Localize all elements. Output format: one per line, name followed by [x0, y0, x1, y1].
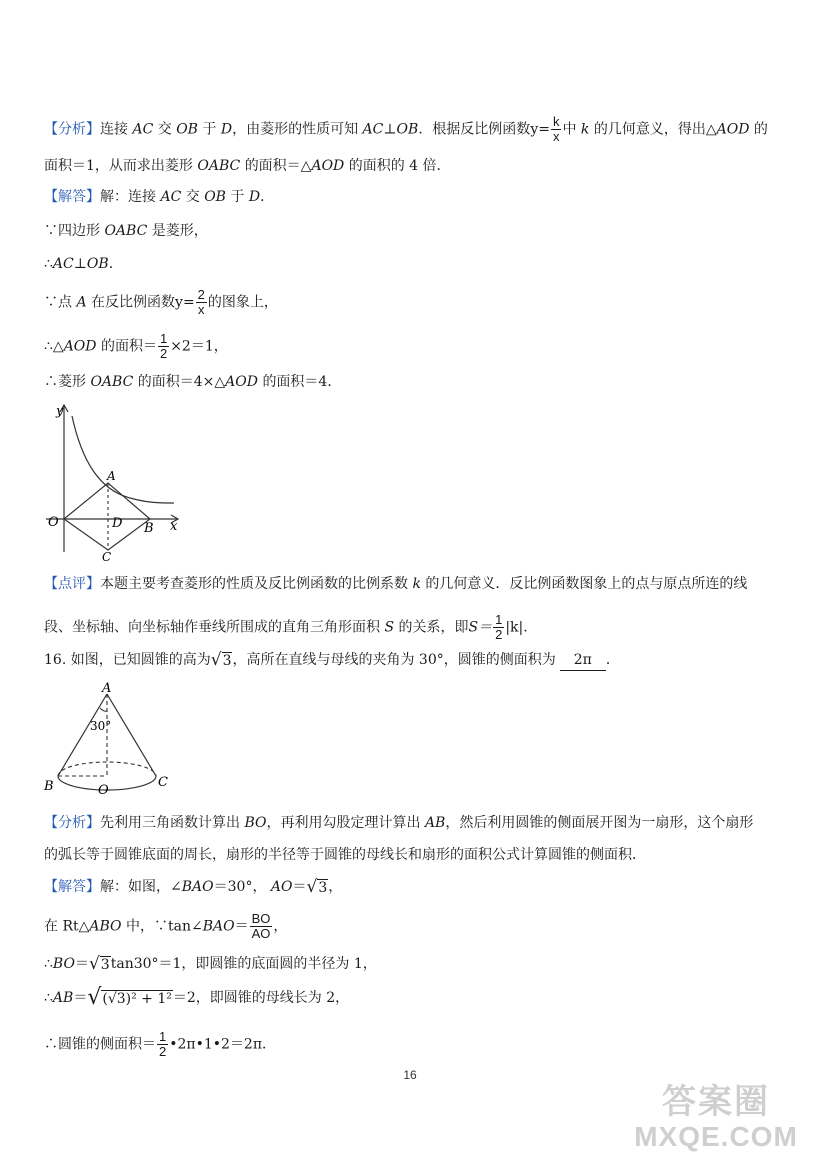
label-b: B	[144, 521, 154, 536]
angle-arc	[100, 708, 107, 711]
text: 的面积＝△	[244, 158, 312, 174]
seg-ao: AO	[270, 879, 293, 895]
denominator: x	[552, 129, 560, 144]
q15-analysis-line1	[44, 115, 768, 144]
q15-answer-line6	[44, 372, 341, 392]
angle-bao: BAO	[181, 879, 214, 895]
watermark-logo	[626, 1082, 806, 1154]
point-d: D	[220, 121, 233, 138]
text: 交	[157, 121, 172, 138]
sqrt-3: √ 3	[88, 954, 110, 974]
page-number: 16	[403, 1068, 417, 1082]
text: ∵四边形	[44, 223, 100, 239]
text: ＝	[292, 879, 307, 895]
perp-relation: AC⊥OB	[52, 256, 109, 272]
tri-aod: AOD	[63, 338, 97, 355]
k-var: k	[412, 576, 421, 592]
denominator: 2	[495, 627, 503, 642]
q16-stem	[44, 650, 620, 671]
seg-ob: OB	[204, 189, 226, 205]
text: ∴	[44, 990, 53, 1006]
text: 连接	[100, 121, 128, 138]
sqrt-3: √ 3	[306, 877, 328, 897]
tri-aod: AOD	[716, 121, 750, 138]
seg-ac: AC	[132, 121, 154, 138]
y-eq: y=	[175, 294, 195, 311]
rhombus-oabc: OABC	[104, 223, 148, 239]
q15-answer-line3	[44, 254, 123, 274]
seg-ac: AC	[160, 189, 182, 205]
text: ，	[328, 879, 343, 895]
answer-tag: 【解答】	[44, 189, 100, 205]
q16-analysis-line2	[44, 845, 646, 865]
tri-abo: ABO	[89, 918, 122, 935]
text: 解：连接	[100, 189, 156, 205]
text: 在反比例函数	[91, 294, 176, 311]
text: 的弧长等于圆锥底面的周长，扇形的半径等于圆锥的母线长和扇形的面积公式计算圆锥的侧面积．	[44, 847, 646, 863]
text: ∴圆锥的侧面积＝	[44, 1036, 156, 1053]
q16-answer-line3	[44, 954, 377, 974]
watermark-en: MXQE.COM	[634, 1121, 798, 1152]
q16-answer-line2	[44, 912, 287, 941]
text: 在 Rt△	[44, 918, 90, 935]
text: ∴	[44, 956, 53, 972]
text: 的	[753, 121, 768, 138]
s-eq: S＝	[468, 619, 493, 636]
denominator: AO	[251, 926, 271, 941]
label-b: B	[44, 779, 54, 794]
radicand: 3	[318, 880, 328, 896]
q16-answer-line1	[44, 877, 342, 897]
q15-analysis-line2	[44, 156, 451, 176]
label-o: O	[98, 783, 109, 798]
seg-bo: BO	[52, 956, 75, 972]
text: 交	[185, 189, 200, 205]
text: ，然后利用圆锥的侧面展开图为一扇形，这个扇形	[445, 815, 754, 831]
text: 的面积＝4×△	[137, 374, 226, 390]
text: tan30°＝1，即圆锥的底面圆的半径为 1，	[110, 956, 377, 972]
text: ，高所在直线与母线的夹角为 30°，圆锥的侧面积为	[232, 652, 556, 668]
text: 的面积＝4．	[262, 374, 342, 390]
q15-answer-line2	[44, 221, 208, 241]
text: ．	[605, 652, 620, 668]
text: 的关系，即	[398, 619, 469, 636]
tri-aod: AOD	[225, 374, 258, 390]
text: 的面积的 4 倍．	[348, 158, 451, 174]
seg-ob: OB	[176, 121, 198, 138]
comment-tag: 【点评】	[44, 576, 100, 592]
radicand: 3	[222, 653, 232, 669]
s-var: S	[384, 619, 395, 636]
text: 是菱形，	[151, 223, 208, 239]
text: ＝30°，	[213, 879, 267, 895]
fraction-bo-over-ao	[250, 912, 273, 941]
denominator: 2	[159, 1044, 167, 1059]
text: 16. 如图，已知圆锥的高为	[44, 652, 211, 668]
radicand: (√3)² + 1²	[102, 991, 172, 1007]
text: 本题主要考查菱形的性质及反比例函数的比例系数	[100, 576, 408, 592]
seg-bo: BO	[244, 815, 267, 831]
text: 的几何意义．反比例函数图象上的点与原点所连的线	[425, 576, 748, 592]
cone-figure	[40, 680, 180, 800]
label-a: A	[107, 469, 116, 483]
answer-tag: 【解答】	[44, 879, 100, 895]
label-c: C	[158, 775, 168, 790]
rhombus-oabc: OABC	[90, 374, 134, 390]
text: ∴菱形	[44, 374, 86, 390]
fraction-1-over-2	[158, 332, 169, 361]
answer-blank: 2π	[560, 650, 606, 671]
text: ∴	[44, 256, 53, 272]
numerator: BO	[251, 911, 271, 926]
hyperbola-curve	[72, 416, 174, 503]
text: ，	[273, 918, 288, 935]
q15-answer-line4	[44, 288, 278, 317]
label-c: C	[102, 550, 112, 564]
text: 中	[562, 121, 577, 138]
fraction-2-over-x	[196, 288, 207, 317]
text: 面积＝1，从而求出菱形	[44, 158, 193, 174]
text: 于	[202, 121, 217, 138]
numerator: 2	[197, 287, 205, 302]
angle-bao: BAO	[202, 918, 235, 935]
text: ＝2，即圆锥的母线长为 2，	[172, 990, 350, 1006]
text: 的几何意义，得出△	[593, 121, 717, 138]
k-var: k	[580, 121, 590, 138]
seg-ab: AB	[52, 990, 74, 1006]
numerator: k	[552, 114, 560, 129]
numerator: 1	[159, 331, 168, 346]
seg-ab: AB	[424, 815, 446, 831]
label-d: D	[112, 516, 123, 531]
q16-answer-line4	[44, 985, 350, 1010]
point-a: A	[76, 294, 87, 311]
q15-comment-line2	[44, 613, 528, 642]
text: ∴△	[44, 338, 64, 355]
text: 的图象上，	[207, 294, 278, 311]
text: •2π•1•2＝2π．	[169, 1036, 277, 1053]
text: ，由菱形的性质可知	[232, 121, 359, 138]
numerator: 1	[159, 1029, 167, 1044]
q16-answer-line5	[44, 1030, 276, 1059]
y-eq: y=	[530, 121, 550, 138]
text: 段、坐标轴、向坐标轴作垂线所围成的直角三角形面积	[44, 619, 380, 636]
text: 解：如图，∠	[100, 879, 182, 895]
analysis-tag: 【分析】	[44, 815, 100, 831]
text: 于	[230, 189, 245, 205]
text: ．根据反比例函数	[418, 121, 531, 138]
fraction-1-over-2	[157, 1030, 168, 1059]
sqrt-expression: √ (√3)² + 1²	[87, 985, 172, 1010]
q15-answer-line1	[44, 187, 274, 207]
point-d: D	[248, 189, 261, 205]
q15-comment-line1	[44, 574, 747, 594]
text: ．	[108, 256, 123, 272]
denominator: x	[198, 302, 205, 317]
denominator: 2	[159, 346, 168, 361]
text: ，再利用勾股定理计算出	[266, 815, 421, 831]
label-a: A	[102, 681, 112, 696]
text: |k|.	[505, 619, 528, 636]
sqrt-3: √ 3	[210, 650, 232, 670]
radicand: 3	[100, 957, 110, 973]
perp-relation: AC⊥OB	[362, 121, 419, 138]
rhombus-oabc: OABC	[197, 158, 241, 174]
text: ＝	[73, 990, 88, 1006]
text: ＝	[234, 918, 249, 935]
rhombus-oabc	[64, 483, 150, 550]
numerator: 1	[495, 612, 503, 627]
q15-answer-line5	[44, 332, 228, 361]
tri-aod: AOD	[311, 158, 345, 174]
hyperbola-rhombus-figure	[40, 402, 190, 567]
label-x: x	[170, 519, 178, 534]
text: ．	[260, 189, 275, 205]
fraction-k-over-x	[551, 115, 562, 144]
text: 先利用三角函数计算出	[100, 815, 240, 831]
text: 中，∵tan∠	[125, 918, 203, 935]
fraction-1-over-2	[493, 613, 504, 642]
watermark-cn: 答案圈	[662, 1083, 770, 1121]
q16-analysis-line1	[44, 813, 753, 833]
label-o: O	[48, 515, 59, 530]
text: ＝	[74, 956, 89, 972]
label-angle: 30°	[90, 719, 112, 733]
text: ×2＝1，	[170, 338, 228, 355]
analysis-tag: 【分析】	[44, 121, 100, 138]
text: ∵点	[44, 294, 72, 311]
label-y: y	[56, 404, 64, 419]
text: 的面积＝	[100, 338, 157, 355]
